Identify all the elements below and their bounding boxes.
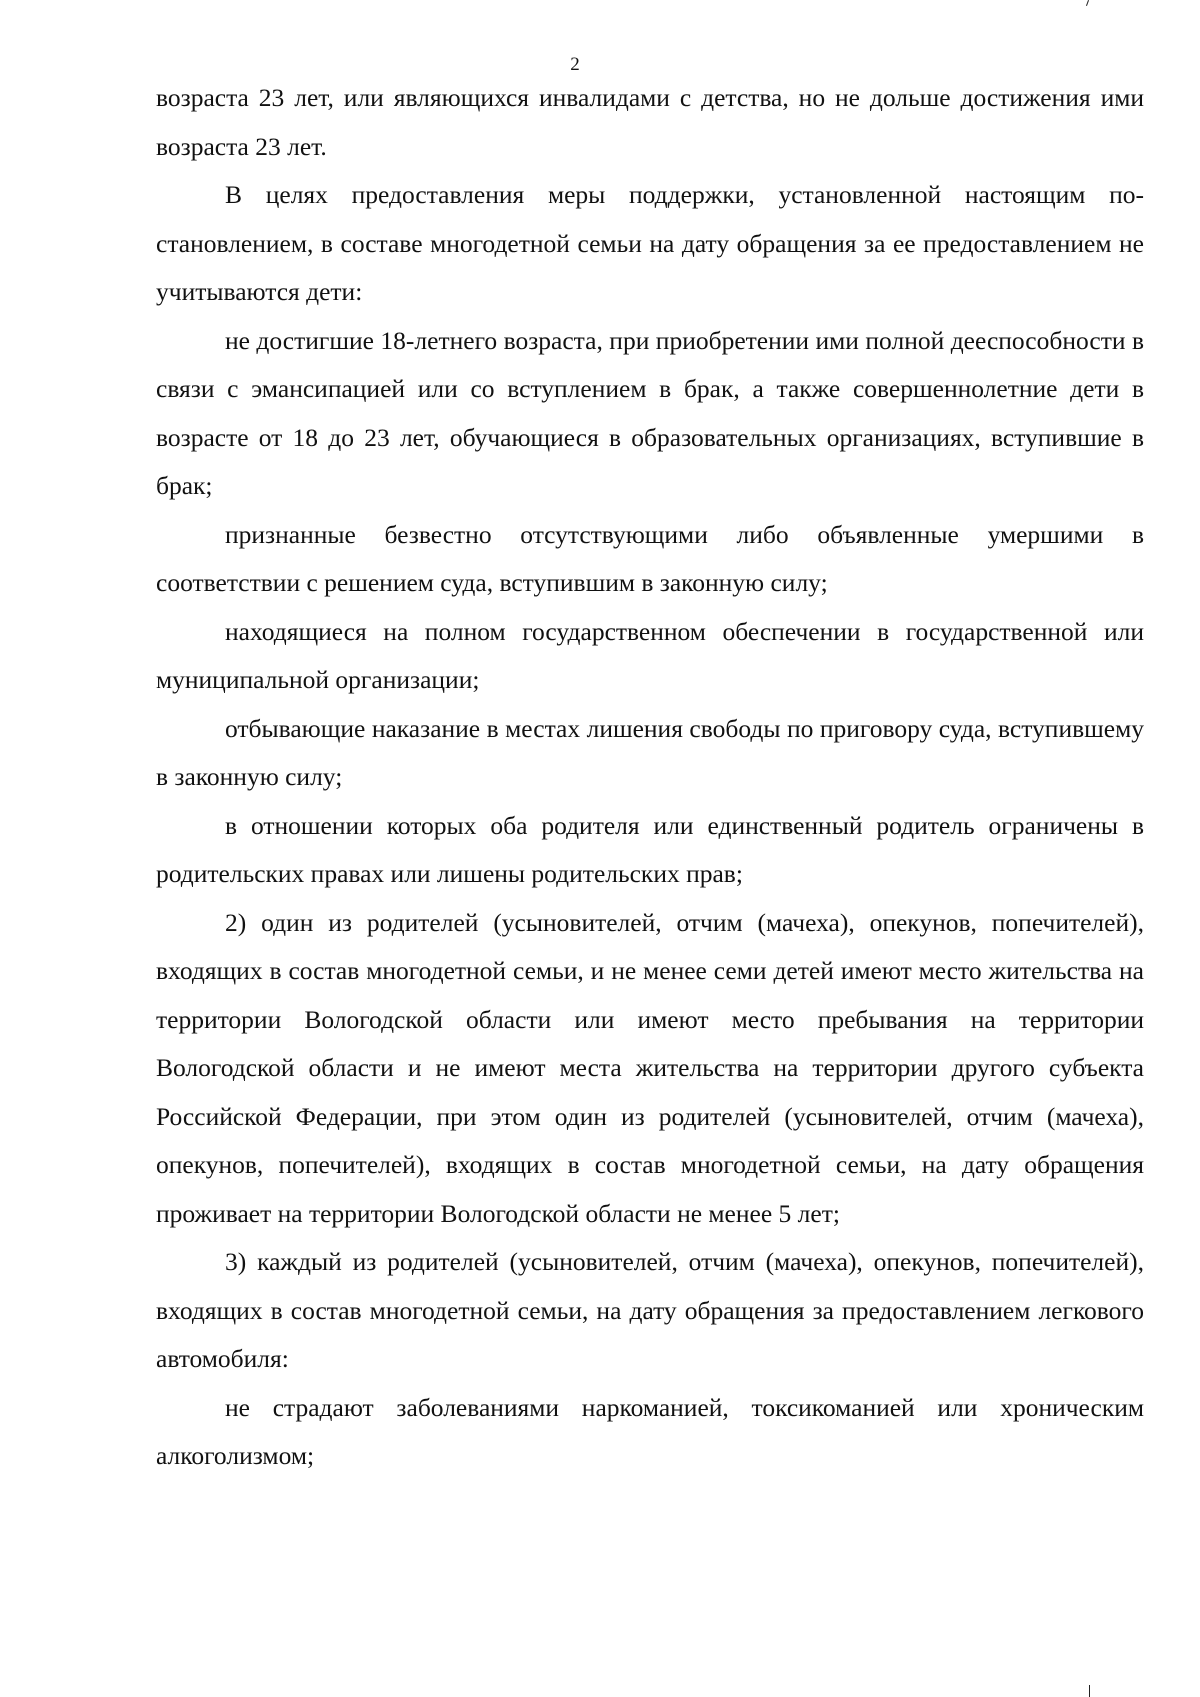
paragraph-item-3-parents: 3) каждый из родителей (усыновителей, отчим (мачеха), опекунов, попечителей), входящих в состав многодетной семьи, на дату обращения за предоставлением легкового автомобиля:	[156, 1247, 1144, 1373]
paragraph-serving-sentence: отбывающие наказание в местах лишения свободы по приговору суда, вступившему в законную силу;	[156, 713, 1144, 791]
paragraph-no-addiction: не страдают заболеваниями наркоманией, токсикоманией или хроническим алкоголизмом;	[156, 1392, 1144, 1470]
scan-artifact-mark	[1086, 0, 1089, 6]
page-number: 2	[570, 54, 580, 75]
paragraph-excluded-children-intro: В целях предоставления меры поддержки, установленной настоящим постановлением, в составе многодетной семьи на дату обращения за ее предоставлением не учитываются дети:	[156, 180, 1144, 306]
paragraph-emancipated-children: не достигшие 18-летнего возраста, при приобретении ими полной дееспособности в связи с эмансипацией или со вступлением в брак, а также совершеннолетние дети в возрасте от 18 до 23 лет, обучающиеся в образовательных организациях, вступившие в брак;	[156, 325, 1144, 500]
paragraph-state-support: находящиеся на полном государственном обеспечении в государственной или муниципальной организации;	[156, 616, 1144, 694]
document-body	[156, 74, 1144, 1481]
paragraph-missing-or-deceased: признанные безвестно отсутствующими либо объявленные умершими в соответствии с решением суда, вступившим в законную силу;	[156, 519, 1144, 597]
paragraph-continuation: возраста 23 лет, или являющихся инвалидами с детства, но не дольше достижения ими возраста 23 лет.	[156, 83, 1144, 161]
paragraph-parental-rights: в отношении которых оба родителя или единственный родитель ограничены в родительских правах или лишены родительских прав;	[156, 810, 1144, 888]
scan-artifact-mark	[1089, 1685, 1090, 1697]
paragraph-item-2-residence: 2) один из родителей (усыновителей, отчим (мачеха), опекунов, попечителей), входящих в состав многодетной семьи, и не менее семи детей имеют место жительства на территории Вологодской области или имеют место пребывания на территории Вологодской области и не имеют места жительства на территории другого субъекта Российской Федерации, при этом один из родителей (усыновителей, отчим (мачеха), опекунов, попечителей), входящих в состав многодетной семьи, на дату обращения проживает на территории Вологодской области не менее 5 лет;	[156, 907, 1144, 1228]
